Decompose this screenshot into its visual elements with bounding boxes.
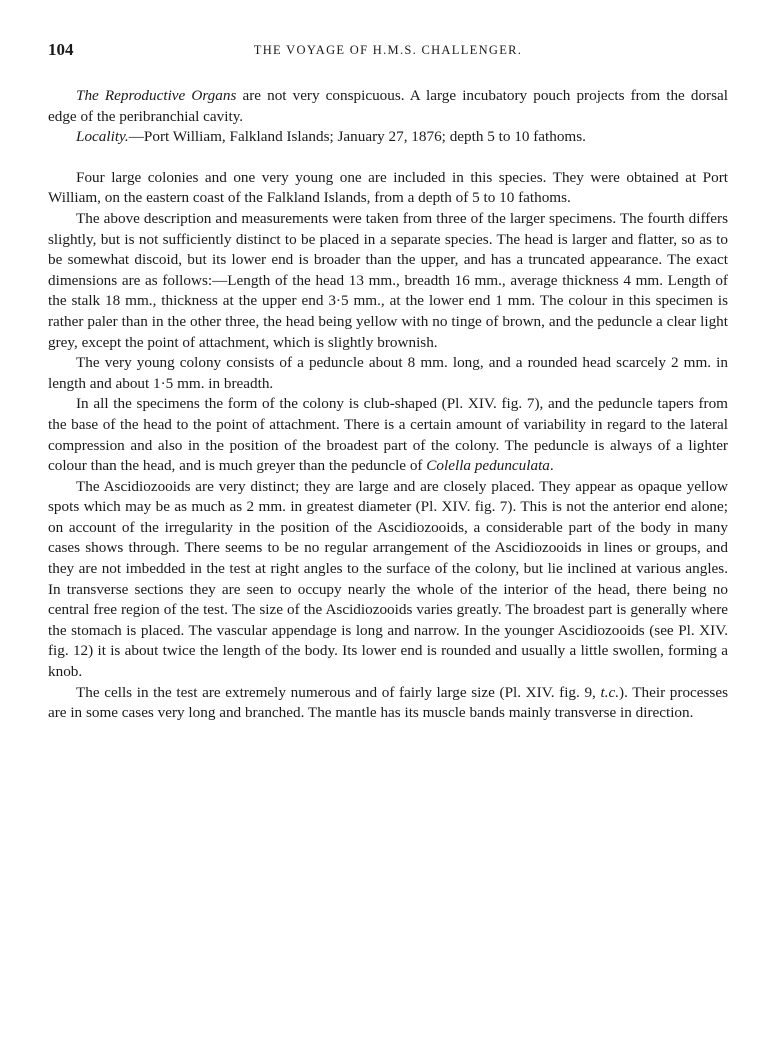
- paragraph-6-text: The cells in the test are extremely numerous and of fairly large size (Pl. XIV. fig. 9,: [76, 683, 601, 701]
- locality-heading: Locality.: [76, 128, 129, 146]
- paragraph-4: [48, 394, 728, 476]
- species-name: Colella pedunculata: [426, 457, 550, 475]
- body-text: [48, 168, 728, 724]
- running-title: THE VOYAGE OF H.M.S. CHALLENGER.: [253, 43, 523, 57]
- reproductive-organs-heading: The Reproductive Organs: [76, 87, 237, 104]
- page-number: 104: [48, 40, 74, 59]
- specimen-notes: [48, 86, 728, 148]
- locality-paragraph: [48, 127, 728, 148]
- paragraph-5: The Ascidiozooids are very distinct; they are large and are closely placed. They appear as opaque yellow spots which may be as much as 2 mm. in greatest diameter (Pl. XIV. fig. 7). This is not the anterior end alone; on account of the irregularity in the position of the Ascidiozooids, a considerable part of the body in many cases shows through. There seems to be no regular arrangement of the Ascidiozooids in lines or groups, and they are not imbedded in the test at right angles to the surface of the colony, but lie inclined at various angles. In transverse sections they are seen to occupy nearly the whole of the interior of the head, there being no central free region of the test. The size of the Ascidiozooids varies greatly. The broadest part is generally where the stomach is placed. The vascular appendage is long and narrow. In the younger Ascidiozooids (see Pl. XIV. fig. 12) it is about twice the length of the body. Its lower end is rounded and usually a little swollen, forming a knob.: [48, 477, 728, 681]
- locality-text: —Port William, Falkland Islands; January 27, 1876; depth 5 to 10 fathoms.: [128, 128, 586, 146]
- reproductive-organs-paragraph: [48, 86, 728, 127]
- paragraph-6-rest: ). Their processes are in some cases very long and branched. The mantle has its muscle bands mainly transverse in direction.: [48, 683, 728, 722]
- page: [48, 40, 728, 724]
- paragraph-1: Four large colonies and one very young one are included in this species. They were obtained at Port William, on the eastern coast of the Falkland Islands, from a depth of 5 to 10 fathoms.: [48, 168, 728, 207]
- paragraph-2: The above description and measurements were taken from three of the larger specimens. The fourth differs slightly, but is not sufficiently distinct to be placed in a separate species. The head is larger and flatter, so as to be somewhat discoid, but its lower end is broader than the upper, and has a truncated appearance. The exact dimensions are as follows:—Length of the head 13 mm., breadth 16 mm., average thickness 4 mm. Length of the stalk 18 mm., thickness at the upper end 3·5 mm., at the lower end 1 mm. The colour in this specimen is rather paler than in the other three, the head being yellow with no tinge of brown, and the peduncle a clear light grey, except the point of attachment, which is slightly brownish.: [48, 209, 728, 351]
- paragraph-4-end: .: [549, 457, 554, 475]
- paragraph-4-text: In all the specimens the form of the colony is club-shaped (Pl. XIV. fig. 7), and the peduncle tapers from the base of the head to the point of attachment. There is a certain amount of variability in regard to the lateral compression and also in the position of the broadest part of the colony. The peduncle is always of a lighter colour than the head, and is much greyer than the peduncle of: [48, 395, 728, 475]
- test-cells-abbrev: t.c.: [600, 683, 620, 701]
- paragraph-6: [48, 683, 728, 724]
- page-header: [48, 40, 728, 70]
- reproductive-organs-text: are not very conspicuous. A large incubatory pouch projects from the dorsal edge of the peribranchial cavity.: [48, 87, 728, 125]
- paragraph-3: The very young colony consists of a peduncle about 8 mm. long, and a rounded head scarcely 2 mm. in length and about 1·5 mm. in breadth.: [48, 354, 728, 392]
